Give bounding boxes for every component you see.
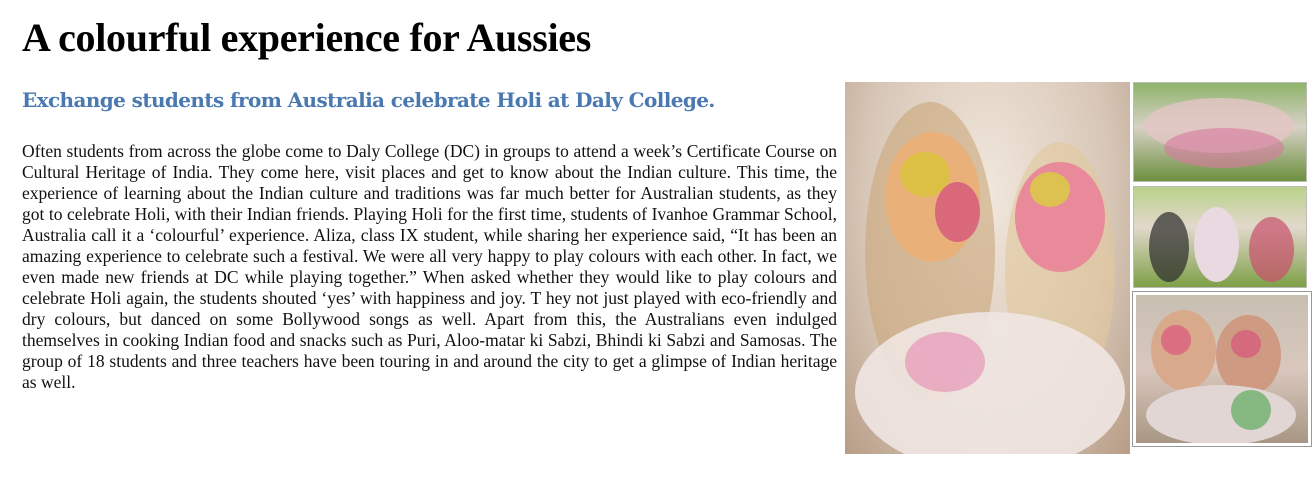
group-photo	[1133, 82, 1307, 182]
subheadline: Exchange students from Australia celebrate Holi at Daly College.	[22, 88, 715, 112]
article-body: Often students from across the globe come to Daly College (DC) in groups to attend a week’s Certificate Course on Cultural Heritage of India. They come here, visit places and get to know about the Indian culture. This time, the experience of learning about the Indian culture and traditions was far much better for Australian students, as they got to celebrate Holi, with their Indian friends. Playing Holi for the first time, students of Ivanhoe Grammar School, Australia call it a ‘colourful’ experience. Aliza, class IX student, while sharing her experience said, “It has been an amazing experience to celebrate such a festival. We were all very happy to play colours with each other. In fact, we even made new friends at DC while playing together.” When asked whether they would like to play colours and celebrate Holi again, the students shouted ‘yes’ with happiness and joy. T hey not just played with eco-friendly and dry colours, but danced on some Bollywood songs as well. Apart from this, the Australians even indulged themselves in cooking Indian food and snacks such as Puri, Aloo-matar ki Sabzi, Bhindi ki Sabzi and Samosas. The group of 18 students and three teachers have been touring in and around the city to get a glimpse of Indian heritage as well.	[22, 141, 837, 392]
two-girls-photo	[1133, 292, 1311, 446]
dancing-photo	[1133, 186, 1307, 288]
main-photo	[845, 82, 1130, 454]
headline: A colourful experience for Aussies	[22, 15, 591, 60]
